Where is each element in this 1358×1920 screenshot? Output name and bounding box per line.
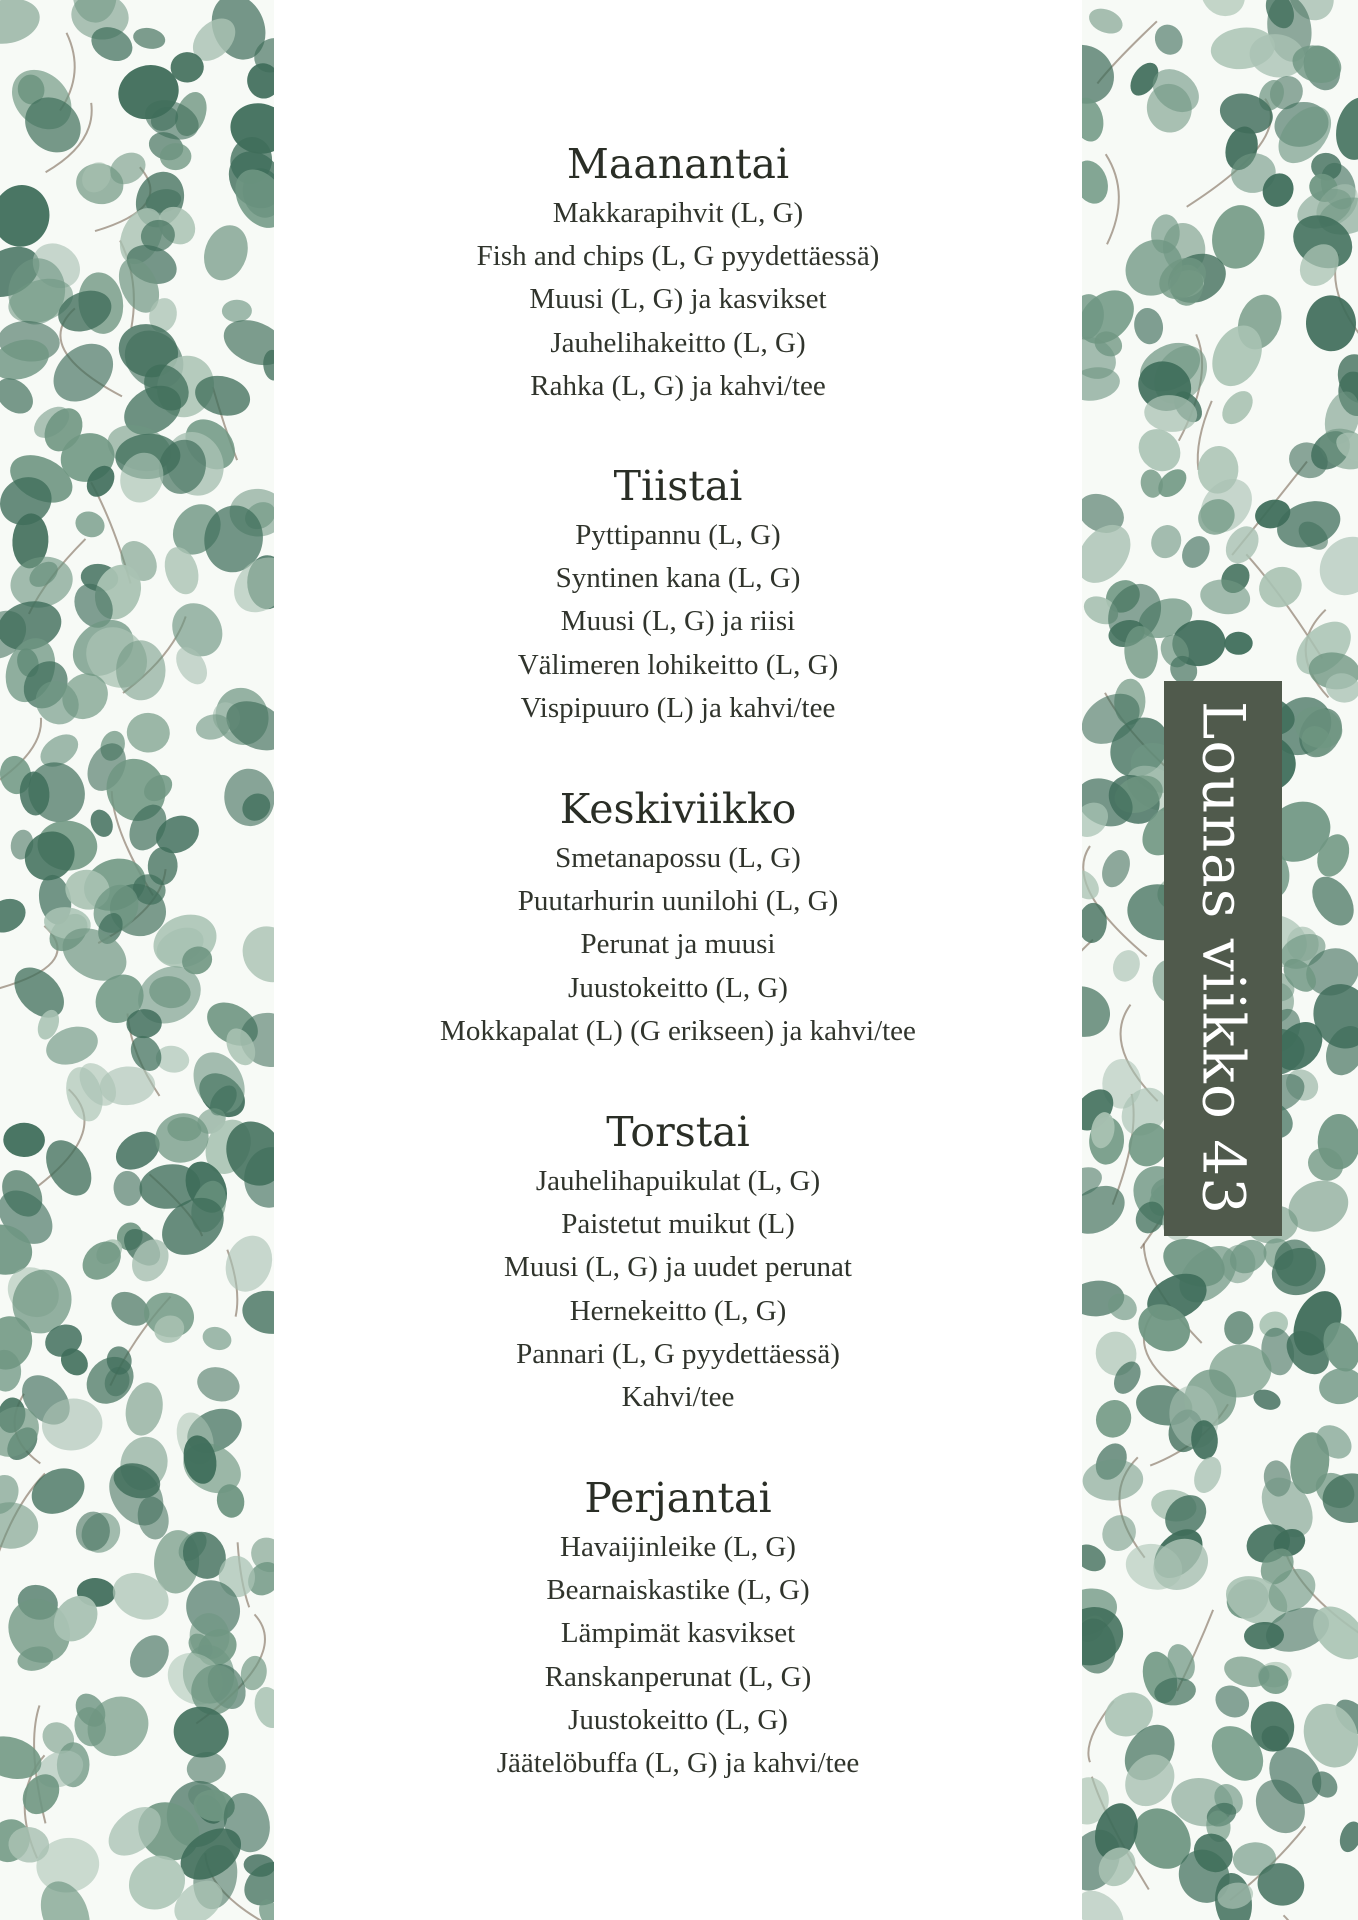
eucalyptus-leaf — [71, 507, 108, 542]
dish-item: Perunat ja muusi — [580, 928, 776, 961]
eucalyptus-leaf — [222, 299, 252, 322]
dish-item: Lämpimät kasvikset — [560, 1617, 796, 1650]
dish-item: Rahka (L, G) ja kahvi/tee — [530, 369, 826, 402]
dish-item: Juustokeitto (L, G) — [568, 971, 788, 1004]
eucalyptus-leaf — [200, 1323, 235, 1353]
dish-item: Jauhelihakeitto (L, G) — [550, 326, 806, 359]
eucalyptus-leaf — [3, 1122, 45, 1157]
eucalyptus-leaf — [1082, 1458, 1144, 1502]
eucalyptus-leaf — [1177, 531, 1216, 573]
dish-item: Fish and chips (L, G pyydettäessä) — [476, 240, 880, 273]
eucalyptus-leaf — [1147, 521, 1186, 563]
eucalyptus-leaf — [125, 711, 171, 754]
eucalyptus-leaf — [250, 1684, 274, 1732]
dish-item: Pyttipannu (L, G) — [575, 519, 781, 551]
dish-item: Hernekeitto (L, G) — [569, 1294, 787, 1327]
eucalyptus-leaf — [1131, 306, 1165, 347]
dish-item: Muusi (L, G) ja riisi — [560, 605, 796, 638]
dish-item: Puutarhurin uunilohi (L, G) — [517, 885, 839, 918]
day-tuesday — [274, 458, 1082, 730]
eucalyptus-leaf — [37, 1132, 101, 1203]
eucalyptus-leaf — [1108, 946, 1144, 985]
eucalyptus-leaf — [1097, 846, 1135, 892]
week-banner — [1164, 681, 1282, 1236]
eucalyptus-leaf — [0, 0, 44, 50]
dish-item: Syntinen kana (L, G) — [555, 562, 801, 595]
eucalyptus-leaf — [24, 1459, 93, 1522]
eucalyptus-leaf — [1082, 363, 1123, 404]
day-title: Keskiviikko — [559, 785, 797, 833]
dish-item: Smetanapossu (L, G) — [555, 842, 801, 874]
eucalyptus-leaf — [231, 915, 274, 993]
day-wednesday — [274, 781, 1082, 1053]
eucalyptus-border-left — [0, 0, 274, 1920]
eucalyptus-leaf — [1304, 869, 1358, 933]
day-thursday — [274, 1104, 1082, 1419]
dish-item: Vispipuuro (L) ja kahvi/tee — [520, 691, 836, 724]
dish-item: Kahvi/tee — [621, 1380, 735, 1413]
eucalyptus-leaf — [244, 61, 274, 101]
day-title: Maanantai — [566, 140, 790, 188]
eucalyptus-leaf — [131, 25, 167, 51]
eucalyptus-leaf — [1216, 385, 1259, 430]
eucalyptus-leaf — [1150, 20, 1188, 60]
eucalyptus-leaf — [239, 1286, 274, 1338]
eucalyptus-leaf — [1082, 978, 1118, 1046]
eucalyptus-leaf — [0, 181, 54, 251]
eucalyptus-leaf — [1189, 1453, 1227, 1497]
day-friday — [274, 1470, 1082, 1785]
eucalyptus-leaf — [1085, 4, 1126, 38]
dish-item: Juustokeitto (L, G) — [568, 1703, 788, 1736]
dish-item: Pannari (L, G pyydettäessä) — [516, 1337, 840, 1370]
eucalyptus-leaf — [1082, 95, 1107, 145]
eucalyptus-leaf — [1082, 156, 1114, 209]
eucalyptus-leaf — [1082, 902, 1108, 944]
eucalyptus-leaf — [1305, 295, 1357, 353]
dish-item: Mokkapalat (L) (G erikseen) ja kahvi/tee — [440, 1014, 916, 1047]
day-title: Torstai — [606, 1108, 750, 1156]
week-banner-title: Lounas viikko 43 — [1189, 700, 1258, 1216]
dish-item: Muusi (L, G) ja uudet perunat — [504, 1251, 852, 1284]
eucalyptus-leaf — [0, 1500, 40, 1550]
day-title: Tiistai — [613, 462, 743, 510]
dish-item: Muusi (L, G) ja kasvikset — [529, 283, 827, 316]
eucalyptus-leaf — [193, 1362, 244, 1407]
eucalyptus-stem — [1256, 1915, 1299, 1920]
eucalyptus-leaf — [1192, 0, 1253, 25]
eucalyptus-leaf — [1252, 559, 1309, 615]
dish-item: Jauhelihapuikulat (L, G) — [535, 1165, 821, 1197]
day-monday — [274, 136, 1082, 408]
eucalyptus-stem — [1106, 154, 1119, 244]
eucalyptus-leaf — [1221, 1309, 1256, 1347]
dish-item: Ranskanperunat (L, G) — [544, 1660, 812, 1693]
eucalyptus-leaf — [218, 1229, 274, 1298]
eucalyptus-leaf — [1336, 1819, 1358, 1855]
eucalyptus-leaf — [1224, 632, 1253, 655]
eucalyptus-leaf — [112, 1169, 145, 1207]
eucalyptus-leaf — [1090, 1395, 1137, 1443]
dish-item: Paistetut muikut (L) — [561, 1208, 795, 1241]
dish-item: Jäätelöbuffa (L, G) ja kahvi/tee — [496, 1746, 860, 1779]
dish-item: Makkarapihvit (L, G) — [552, 197, 804, 229]
eucalyptus-leaf — [5, 958, 74, 1027]
day-title: Perjantai — [584, 1474, 772, 1522]
dish-item: Välimeren lohikeitto (L, G) — [517, 648, 839, 681]
eucalyptus-leaves-left — [0, 0, 274, 1920]
dish-item: Bearnaiskastike (L, G) — [546, 1574, 810, 1607]
dish-item: Havaijinleike (L, G) — [560, 1531, 796, 1563]
eucalyptus-leaf — [1330, 93, 1358, 164]
eucalyptus-leaf — [197, 219, 255, 286]
weekly-lunch-menu — [274, 0, 1082, 1920]
eucalyptus-leaf — [0, 892, 31, 939]
